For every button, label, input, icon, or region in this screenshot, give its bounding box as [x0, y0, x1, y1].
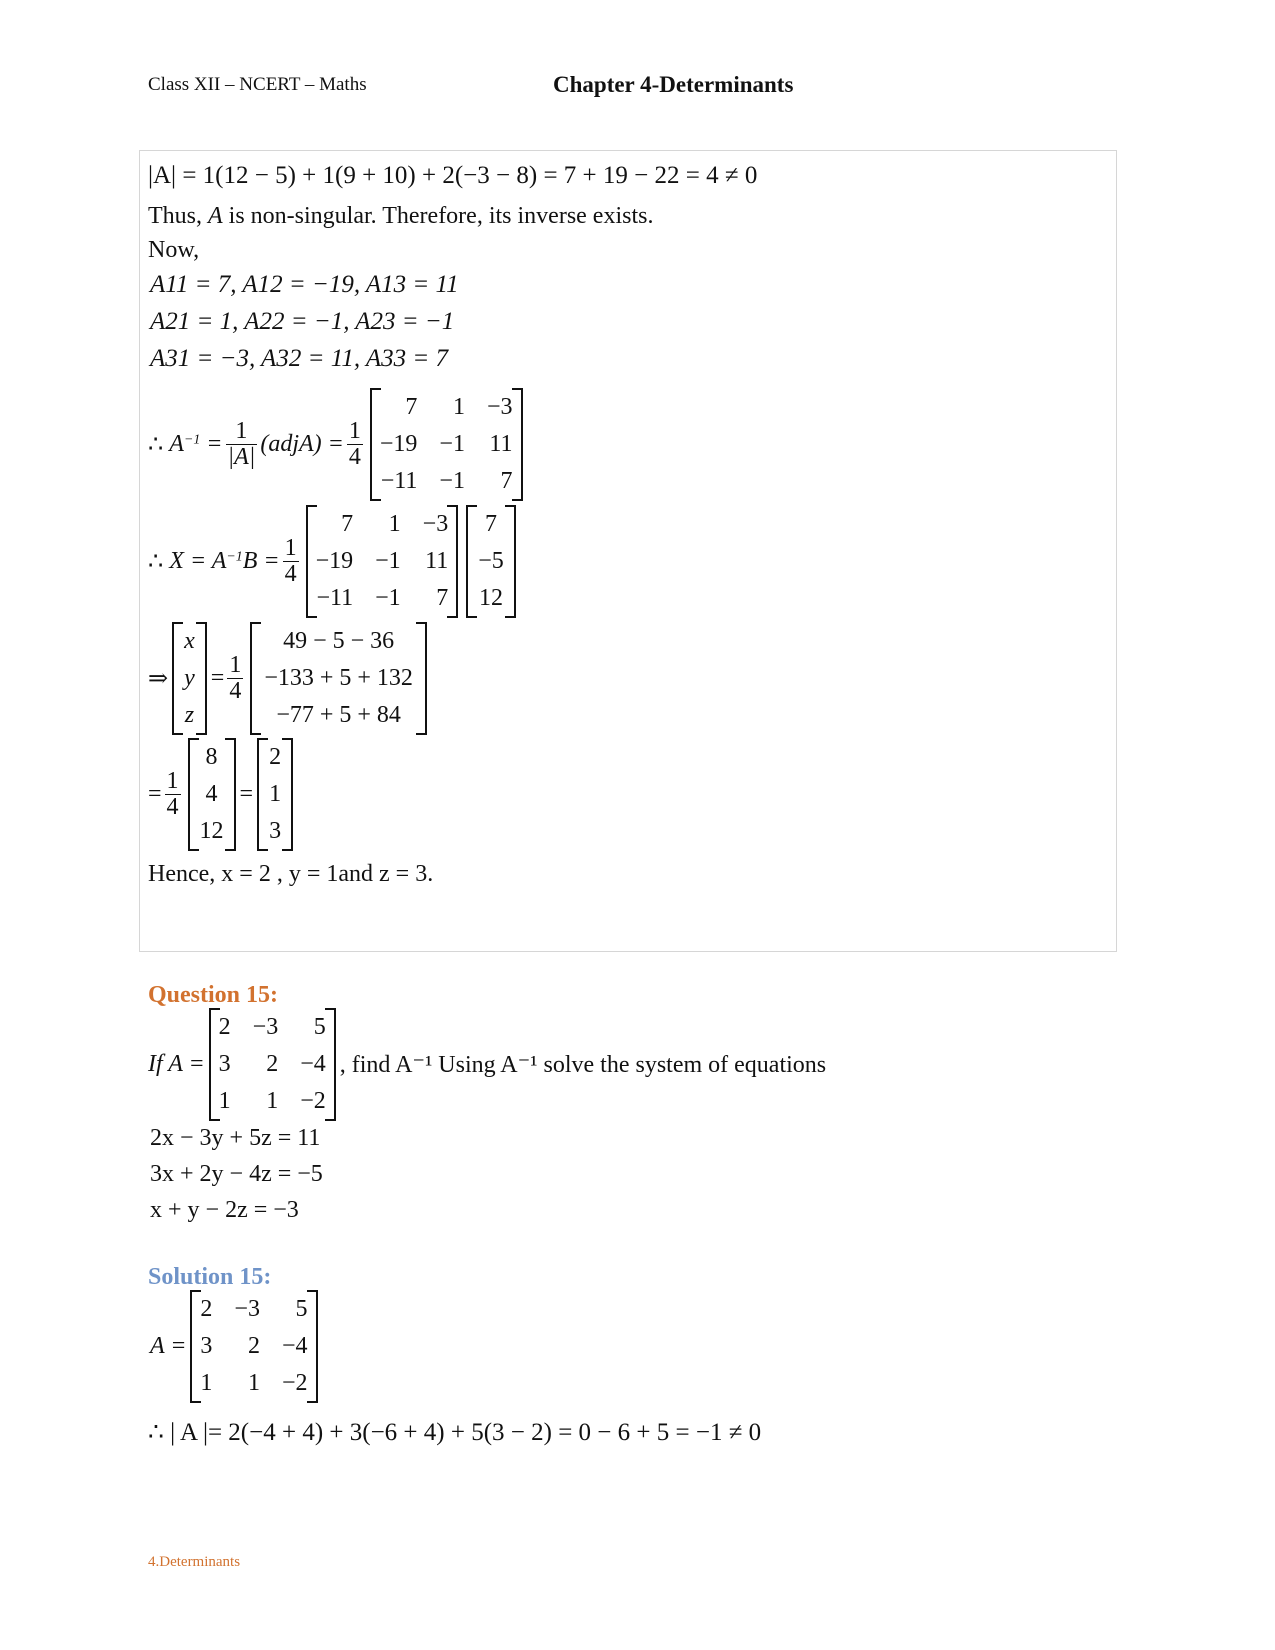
matrix-cell: −5	[478, 548, 504, 574]
matrix-cell: −2	[281, 1370, 308, 1396]
xyz-vector	[172, 622, 207, 735]
numerator: 1	[284, 534, 297, 561]
header-class-label: Class XII – NCERT – Maths	[148, 74, 367, 95]
question-matrix	[209, 1008, 336, 1121]
if-a-label: If A =	[148, 1051, 205, 1077]
therefore-symbol: ∴	[148, 549, 164, 575]
denominator: 4	[229, 678, 242, 704]
matrix-cell: −1	[375, 585, 401, 611]
denominator: 4	[166, 794, 179, 820]
matrix-cell: 49 − 5 − 36	[283, 628, 395, 654]
equation-1: 2x − 3y + 5z = 11	[150, 1125, 321, 1151]
matrix-cell: 5	[295, 1296, 308, 1322]
cofactor-row-1: A11 = 7, A12 = −19, A13 = 11	[150, 271, 459, 298]
b-text: B =	[242, 548, 280, 574]
matrix-cell: −1	[375, 548, 401, 574]
result-vector-4	[188, 738, 236, 851]
matrix-cell: −11	[316, 585, 354, 611]
matrix-cell: −3	[422, 511, 449, 537]
matrix-cell: −4	[281, 1333, 308, 1359]
b-vector	[466, 505, 516, 618]
matrix-cell: 2	[247, 1333, 260, 1359]
matrix-cell: z	[184, 702, 195, 728]
numerator: 1	[229, 651, 242, 678]
matrix-cell: −19	[379, 431, 418, 457]
a-inverse-label: $A^{-1}$ =	[169, 431, 223, 457]
matrix-cell: 2	[269, 744, 282, 770]
matrix-cell: −3	[234, 1296, 260, 1322]
a-equals-label: A =	[150, 1333, 187, 1359]
matrix-cell: 1	[388, 511, 401, 537]
matrix-cell: 1	[200, 1370, 213, 1396]
matrix-cell: 3	[200, 1333, 213, 1359]
denominator: |A|	[227, 444, 256, 470]
numerator: 1	[166, 767, 179, 794]
matrix-cell: 1	[452, 394, 465, 420]
determinant-line: |A| = 1(12 − 5) + 1(9 + 10) + 2(−3 − 8) = 7 + 19 − 22 = 4 ≠ 0	[148, 162, 758, 189]
denominator: 4	[284, 561, 297, 587]
matrix-cell: 2	[218, 1014, 231, 1040]
x-eq-text: X = A	[169, 548, 227, 574]
matrix-cell: 8	[205, 744, 218, 770]
matrix-cell: −1	[439, 431, 465, 457]
equation-3: x + y − 2z = −3	[150, 1197, 299, 1223]
footer-chapter-label: 4.Determinants	[148, 1554, 241, 1570]
nonsingular-text: is non-singular. Therefore, its inverse exists.	[222, 203, 654, 229]
matrix-cell: −133 + 5 + 132	[264, 665, 413, 691]
inverse-formula	[148, 388, 527, 501]
adjoint-matrix	[370, 388, 523, 501]
nonsingular-statement	[148, 204, 653, 228]
denominator: 4	[348, 444, 361, 470]
x-equals-a-inverse-b	[148, 505, 520, 618]
matrix-cell: 7	[500, 468, 513, 494]
matrix-cell: 11	[489, 431, 513, 457]
numerator: 1	[348, 417, 361, 444]
cofactor-row-2: A21 = 1, A22 = −1, A23 = −1	[150, 308, 455, 335]
now-label: Now,	[148, 237, 200, 263]
result-equation: = $\frac{1}{4}$ 8 4 12 = 2 1 3	[148, 738, 297, 851]
matrix-cell: y	[184, 665, 195, 691]
matrix-cell: −19	[315, 548, 354, 574]
matrix-cell: −77 + 5 + 84	[276, 702, 401, 728]
matrix-cell: 5	[313, 1014, 326, 1040]
matrix-cell: −3	[486, 394, 513, 420]
matrix-cell: 1	[266, 1088, 279, 1114]
matrix-cell: −2	[300, 1088, 326, 1114]
matrix-cell: 3	[269, 818, 282, 844]
sum-vector	[250, 622, 427, 735]
adj-a-label: (adjA) =	[260, 431, 344, 457]
fraction-1-over-4	[227, 653, 243, 704]
matrix-cell: 7	[341, 511, 354, 537]
matrix-cell: 7	[436, 585, 449, 611]
cofactor-row-3: A31 = −3, A32 = 11, A33 = 7	[150, 345, 449, 372]
matrix-cell: 11	[425, 548, 449, 574]
matrix-cell: −3	[252, 1014, 279, 1040]
adjoint-matrix-2	[306, 505, 459, 618]
matrix-cell: 4	[205, 781, 218, 807]
matrix-cell: 2	[266, 1051, 279, 1077]
matrix-cell: 7	[484, 511, 497, 537]
fraction-1-over-det	[226, 419, 258, 470]
fraction-1-over-4	[165, 769, 181, 820]
solution-matrix-line	[150, 1290, 322, 1403]
matrix-cell: −11	[380, 468, 418, 494]
question-text: , find A⁻¹ Using A⁻¹ solve the system of equations	[339, 1052, 827, 1078]
therefore-symbol: ∴	[148, 432, 164, 458]
thus-text: Thus,	[148, 203, 208, 229]
matrix-cell: 1	[218, 1088, 231, 1114]
matrix-cell: 12	[199, 818, 224, 844]
result-vector-final	[257, 738, 293, 851]
variable-a: A	[208, 203, 223, 229]
x-label: $X = A^{-1}B$ =	[169, 548, 280, 574]
xyz-sum-equation: ⇒ x y z = $\frac{1}{4}$ 49 − 5 − 36 −133 + 5 + 132 −77 + 5 + 84	[148, 622, 431, 735]
numerator: 1	[235, 417, 248, 444]
question-statement	[148, 1008, 826, 1121]
matrix-cell: 1	[269, 781, 282, 807]
solution-title: Solution 15:	[148, 1264, 272, 1290]
matrix-cell: x	[184, 628, 195, 654]
matrix-cell: 2	[200, 1296, 213, 1322]
question-title: Question 15:	[148, 982, 279, 1008]
solution-matrix	[190, 1290, 317, 1403]
header-chapter-title: Chapter 4-Determinants	[553, 72, 794, 97]
matrix-cell: 12	[478, 585, 503, 611]
matrix-cell: 3	[218, 1051, 231, 1077]
fraction-1-over-4	[283, 536, 299, 587]
fraction-1-over-4	[347, 419, 363, 470]
equation-2: 3x + 2y − 4z = −5	[150, 1161, 323, 1187]
implies-symbol: ⇒	[148, 666, 169, 692]
matrix-cell: −4	[300, 1051, 326, 1077]
matrix-cell: −1	[439, 468, 465, 494]
solution-determinant-line: ∴ | A |= 2(−4 + 4) + 3(−6 + 4) + 5(3 − 2) = 0 − 6 + 5 = −1 ≠ 0	[148, 1419, 762, 1446]
matrix-cell: 7	[405, 394, 418, 420]
hence-statement: Hence, x = 2 , y = 1and z = 3.	[148, 861, 434, 887]
matrix-cell: 1	[247, 1370, 260, 1396]
